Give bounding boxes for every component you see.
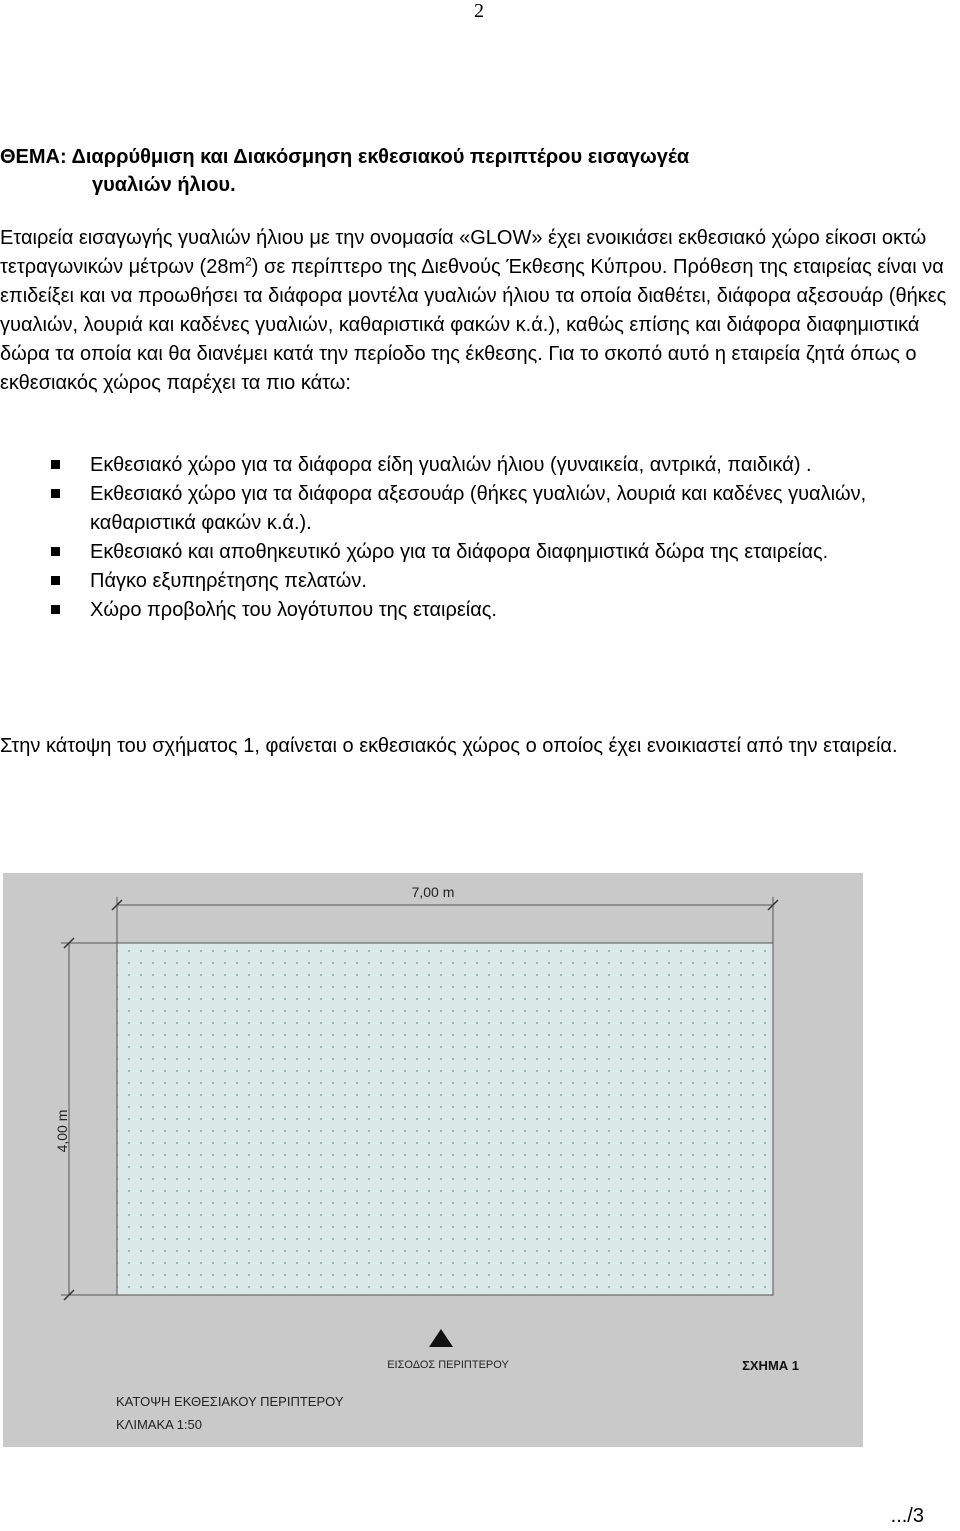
list-item-text: Χώρο προβολής του λογότυπου της εταιρείας. [90, 599, 497, 621]
next-page-indicator: .../3 [890, 1505, 924, 1527]
height-label: 4,00 m [54, 1109, 70, 1153]
page-number: 2 [474, 0, 484, 22]
caption-line-1: ΚΑΤΟΨΗ ΕΚΘΕΣΙΑΚΟΥ ΠΕΡΙΠΤΕΡΟΥ [116, 1394, 344, 1409]
square-bullet-icon [51, 489, 60, 498]
square-bullet-icon [51, 460, 60, 469]
list-item [0, 567, 960, 596]
list-item-text: Εκθεσιακό χώρο για τα διάφορα αξεσουάρ (θήκες γυαλιών, λουριά και καδένες γυαλιών, καθαριστικά φακών κ.ά.). [90, 483, 867, 534]
entrance-label: ΕΙΣΟΔΟΣ ΠΕΡΙΠΤΕΡΟΥ [387, 1359, 509, 1371]
list-item-text: Πάγκο εξυπηρέτησης πελατών. [90, 570, 367, 592]
list-item [0, 451, 960, 480]
list-item [0, 480, 960, 538]
entrance-arrow-icon [429, 1329, 453, 1347]
list-item-text: Εκθεσιακό χώρο για τα διάφορα είδη γυαλιών ήλιου (γυναικεία, αντρικά, παιδικά) . [90, 454, 812, 476]
superscript-2: 2 [245, 254, 252, 269]
document-title [0, 143, 950, 199]
figure-intro-paragraph: Στην κάτοψη του σχήματος 1, φαίνεται ο εκθεσιακός χώρος ο οποίος έχει ενοικιαστεί από την εταιρεία. [0, 735, 898, 757]
list-item-text: Εκθεσιακό και αποθηκευτικό χώρο για τα διάφορα διαφημιστικά δώρα της εταιρείας. [90, 541, 829, 563]
caption-line-2: ΚΛΙΜΑΚΑ 1:50 [116, 1417, 203, 1432]
intro-text-1: Εταιρεία εισαγωγής γυαλιών ήλιου με την ονομασία «GLOW» έχει ενοικιάσει εκθεσιακό χώρο είκοσι οκτώ τετραγωνικών μέτρων (28m [0, 227, 927, 278]
floor-plan-figure [3, 873, 863, 1447]
list-item [0, 596, 960, 625]
floor-area [117, 943, 773, 1295]
square-bullet-icon [51, 605, 60, 614]
square-bullet-icon [51, 547, 60, 556]
floor-plan-drawing [3, 873, 863, 1447]
intro-paragraph [0, 224, 960, 398]
title-line-2: γυαλιών ήλιου. [92, 174, 236, 196]
width-label: 7,00 m [411, 884, 455, 900]
figure-label: ΣΧΗΜΑ 1 [742, 1358, 799, 1373]
list-item [0, 538, 960, 567]
requirements-list [0, 451, 960, 625]
title-line-1: ΘΕΜΑ: Διαρρύθμιση και Διακόσμηση εκθεσιακού περιπτέρου εισαγωγέα [0, 146, 690, 168]
square-bullet-icon [51, 576, 60, 585]
intro-text-2: ) σε περίπτερο της Διεθνούς Έκθεσης Κύπρου. Πρόθεση της εταιρείας είναι να επιδείξει και να προωθήσει τα διάφορα μοντέλα γυαλιών ήλιου τα οποία διαθέτει, διάφορα αξεσουάρ (θήκες γυαλιών, λουριά και καδένες γυαλιών, καθαριστικά φακών κ.ά.), καθώς επίσης και διάφορα διαφημιστικά δώρα τα οποία και θα διανέμει κατά την περίοδο της έκθεσης. Για το σκοπό αυτό η εταιρεία ζητά όπως ο εκθεσιακός χώρος παρέχει τα πιο κάτω: [0, 256, 947, 394]
